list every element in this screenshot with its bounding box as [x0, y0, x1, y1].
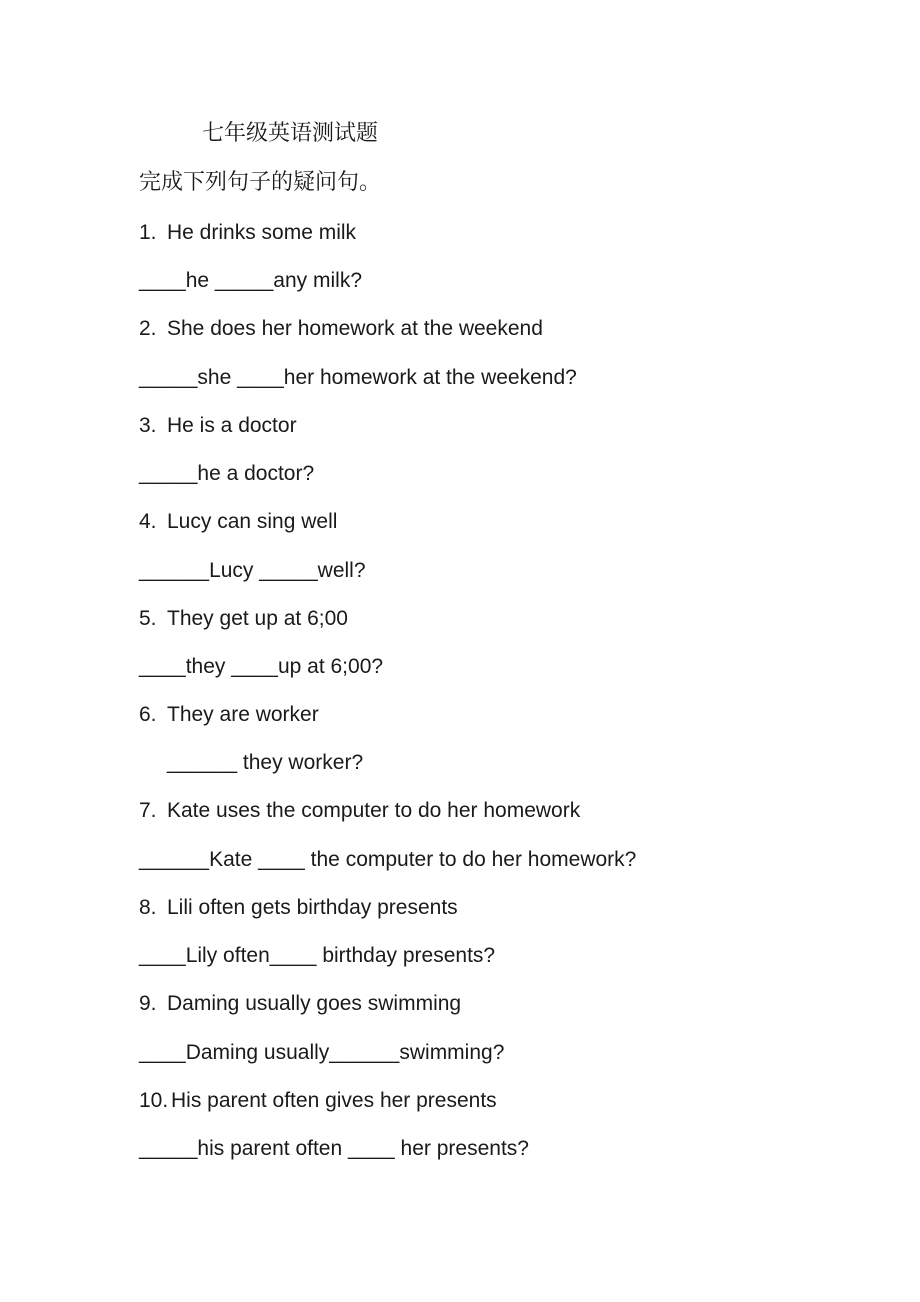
- question-number: 8.: [139, 896, 157, 919]
- question-7: [139, 797, 580, 825]
- question-2: [139, 315, 543, 343]
- answer-line-8: ____Lily often____ birthday presents?: [139, 944, 496, 967]
- question-sentence: They get up at 6;00: [167, 607, 348, 630]
- question-number: 4.: [139, 510, 157, 533]
- question-6: [139, 701, 319, 729]
- question-sentence: Lucy can sing well: [167, 510, 338, 533]
- question-sentence: She does her homework at the weekend: [167, 317, 543, 340]
- question-9: [139, 990, 461, 1018]
- question-sentence: His parent often gives her presents: [171, 1089, 497, 1112]
- question-1: [139, 219, 356, 247]
- question-5: [139, 605, 348, 633]
- instruction-text: 完成下列句子的疑问句。: [139, 170, 382, 195]
- answer-line-3: _____he a doctor?: [139, 462, 315, 485]
- question-number: 7.: [139, 799, 157, 822]
- question-3: [139, 412, 297, 440]
- answer-line-6: ______ they worker?: [167, 751, 364, 774]
- question-sentence: He drinks some milk: [167, 221, 357, 244]
- question-sentence: Lili often gets birthday presents: [167, 896, 458, 919]
- answer-line-2: _____she ____her homework at the weekend?: [139, 366, 577, 389]
- answer-line-7: ______Kate ____ the computer to do her homework?: [139, 848, 637, 871]
- answer-line-10: _____his parent often ____ her presents?: [139, 1137, 529, 1160]
- question-4: [139, 508, 337, 536]
- question-8: [139, 894, 458, 922]
- question-10: [139, 1087, 497, 1115]
- question-sentence: He is a doctor: [167, 414, 297, 437]
- question-sentence: Kate uses the computer to do her homework: [167, 799, 581, 822]
- question-number: 2.: [139, 317, 157, 340]
- question-number: 10.: [139, 1089, 169, 1112]
- question-sentence: They are worker: [167, 703, 319, 726]
- answer-line-1: ____he _____any milk?: [139, 269, 363, 292]
- answer-line-5: ____they ____up at 6;00?: [139, 655, 384, 678]
- answer-line-4: ______Lucy _____well?: [139, 559, 366, 582]
- page-title: 七年级英语测试题: [202, 121, 379, 146]
- question-number: 1.: [139, 221, 157, 244]
- question-sentence: Daming usually goes swimming: [167, 992, 462, 1015]
- answer-line-9: ____Daming usually______swimming?: [139, 1041, 505, 1064]
- question-number: 5.: [139, 607, 157, 630]
- question-number: 3.: [139, 414, 157, 437]
- question-number: 9.: [139, 992, 157, 1015]
- question-number: 6.: [139, 703, 157, 726]
